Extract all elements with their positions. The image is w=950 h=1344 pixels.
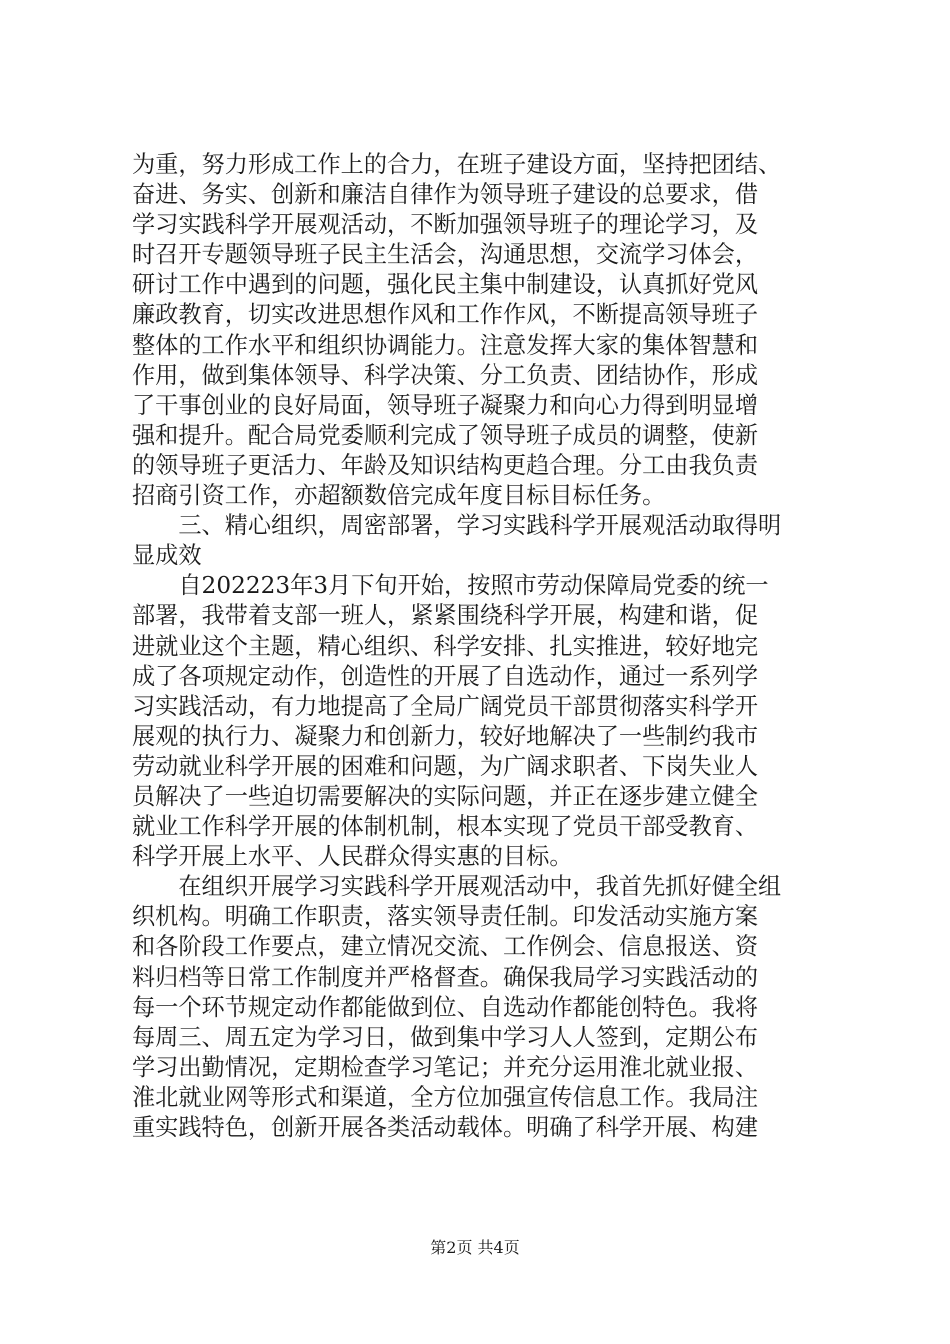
text-line: 和各阶段工作要点，建立情况交流、工作例会、信息报送、资 xyxy=(132,933,759,961)
text-line: 在组织开展学习实践科学开展观活动中，我首先抓好健全组 xyxy=(132,873,782,901)
text-line: 员解决了一些迫切需要解决的实际问题，并正在逐步建立健全 xyxy=(132,782,759,810)
text-line: 招商引资工作，亦超额数倍完成年度目标目标任务。 xyxy=(132,482,666,510)
document-body xyxy=(132,150,832,1143)
text-line: 展观的执行力、凝聚力和创新力，较好地解决了一些制约我市 xyxy=(132,722,759,750)
text-line: 劳动就业科学开展的困难和问题，为广阔求职者、下岗失业人 xyxy=(132,752,759,780)
text-line: 强和提升。配合局党委顺利完成了领导班子成员的调整，使新 xyxy=(132,421,759,449)
text-line: 研讨工作中遇到的问题，强化民主集中制建设，认真抓好党风 xyxy=(132,271,759,299)
text-line: 自202223年3月下旬开始，按照市劳动保障局党委的统一 xyxy=(132,572,769,600)
text-line: 成了各项规定动作，创造性的开展了自选动作，通过一系列学 xyxy=(132,662,759,690)
text-line: 就业工作科学开展的体制机制，根本实现了党员干部受教育、 xyxy=(132,813,759,841)
text-line: 织机构。明确工作职责，落实领导责任制。印发活动实施方案 xyxy=(132,903,759,931)
text-line: 淮北就业网等形式和渠道，全方位加强宣传信息工作。我局注 xyxy=(132,1083,759,1111)
page-footer: 第2页 共4页 xyxy=(430,1238,520,1257)
text-line: 时召开专题领导班子民主生活会，沟通思想，交流学习体会， xyxy=(132,241,759,269)
text-line: 整体的工作水平和组织协调能力。注意发挥大家的集体智慧和 xyxy=(132,331,759,359)
text-line: 的领导班子更活力、年龄及知识结构更趋合理。分工由我负责 xyxy=(132,451,759,479)
text-line: 每周三、周五定为学习日，做到集中学习人人签到，定期公布 xyxy=(132,1023,759,1051)
text-line: 廉政教育，切实改进思想作风和工作作风，不断提高领导班子 xyxy=(132,301,759,329)
text-line: 进就业这个主题，精心组织、科学安排、扎实推进，较好地完 xyxy=(132,632,759,660)
text-line: 科学开展上水平、人民群众得实惠的目标。 xyxy=(132,843,573,871)
text-line: 部署，我带着支部一班人，紧紧围绕科学开展，构建和谐，促 xyxy=(132,602,759,630)
text-line: 显成效 xyxy=(132,542,202,570)
text-line: 每一个环节规定动作都能做到位、自选动作都能创特色。我将 xyxy=(132,993,759,1021)
text-line: 三、精心组织，周密部署，学习实践科学开展观活动取得明 xyxy=(132,512,782,540)
text-line: 作用，做到集体领导、科学决策、分工负责、团结协作，形成 xyxy=(132,361,759,389)
text-line: 了干事创业的良好局面，领导班子凝聚力和向心力得到明显增 xyxy=(132,391,759,419)
text-line: 学习出勤情况，定期检查学习笔记；并充分运用淮北就业报、 xyxy=(132,1053,759,1081)
text-line: 学习实践科学开展观活动，不断加强领导班子的理论学习，及 xyxy=(132,211,759,239)
text-line: 料归档等日常工作制度并严格督查。确保我局学习实践活动的 xyxy=(132,963,759,991)
text-line: 为重，努力形成工作上的合力，在班子建设方面，坚持把团结、 xyxy=(132,151,782,178)
text-line: 重实践特色，创新开展各类活动载体。明确了科学开展、构建 xyxy=(132,1114,759,1141)
text-line: 奋进、务实、创新和廉洁自律作为领导班子建设的总要求，借 xyxy=(132,181,759,209)
text-line: 习实践活动，有力地提高了全局广阔党员干部贯彻落实科学开 xyxy=(132,692,759,720)
